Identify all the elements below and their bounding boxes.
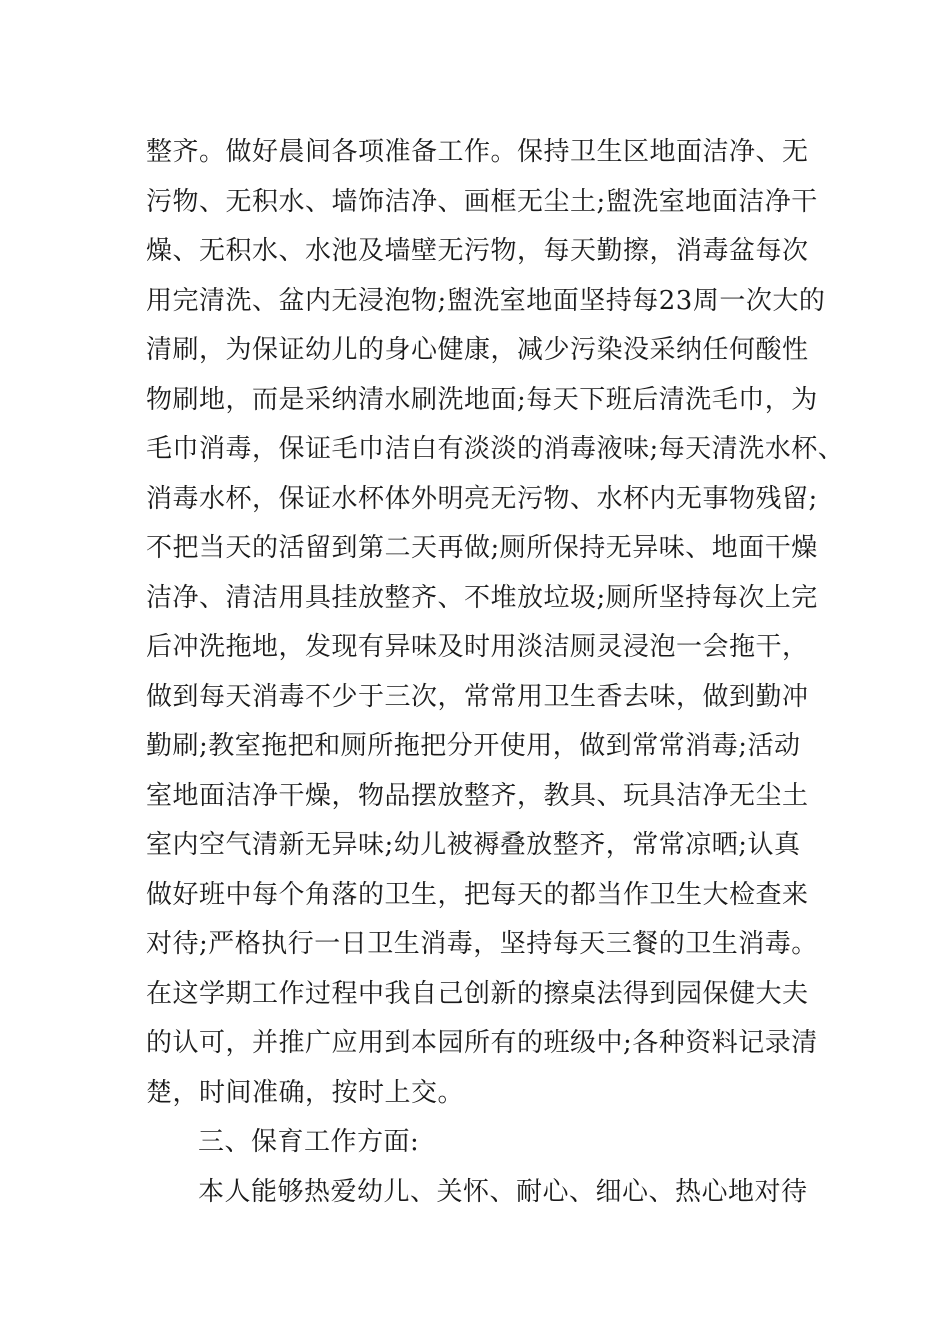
text-line: 楚，时间准确，按时上交。	[146, 1077, 465, 1108]
document-body	[146, 128, 845, 1217]
text-line: 做好班中每个角落的卫生，把每天的都当作卫生大检查来	[146, 879, 809, 910]
text-line: 的认可，并推广应用到本园所有的班级中;各种资料记录清	[146, 1028, 818, 1058]
text-line: 洁净、清洁用具挂放整齐、不堆放垃圾;厕所坚持每次上完	[146, 582, 818, 613]
text-line: 用完清洗、盆内无浸泡物;盥洗室地面坚持每23周一次大的	[146, 285, 826, 316]
text-line: 毛巾消毒，保证毛巾洁白有淡淡的消毒液味;每天清洗水杯、	[146, 434, 845, 464]
text-line: 整齐。做好晨间各项准备工作。保持卫生区地面洁净、无	[146, 137, 809, 167]
text-line: 在这学期工作过程中我自己创新的擦桌法得到园保健大夫	[146, 978, 809, 1009]
text-line: 室内空气清新无异味;幼儿被褥叠放整齐，常常凉晒;认真	[146, 830, 801, 860]
text-line: 室地面洁净干燥，物品摆放整齐，教具、玩具洁净无尘土	[146, 780, 809, 811]
text-line: 对待;严格执行一日卫生消毒，坚持每天三餐的卫生消毒。	[146, 929, 818, 959]
paragraph-start-line: 本人能够热爱幼儿、关怀、耐心、细心、热心地对待	[198, 1176, 808, 1207]
text-line: 勤刷;教室拖把和厕所拖把分开使用，做到常常消毒;活动	[146, 731, 801, 761]
text-line: 清刷，为保证幼儿的身心健康，减少污染没采纳任何酸性	[146, 335, 809, 365]
text-line: 燥、无积水、水池及墙壁无污物，每天勤擦，消毒盆每次	[146, 236, 809, 266]
text-line: 污物、无积水、墙饰洁净、画框无尘土;盥洗室地面洁净干	[146, 186, 818, 217]
text-line: 物刷地，而是采纳清水刷洗地面;每天下班后清洗毛巾，为	[146, 384, 818, 415]
text-line: 消毒水杯，保证水杯体外明亮无污物、水杯内无事物残留;	[146, 483, 818, 514]
section-heading: 三、保育工作方面:	[198, 1127, 420, 1157]
text-line: 后冲洗拖地，发现有异味及时用淡洁厕灵浸泡一会拖干，	[146, 632, 809, 662]
text-line: 不把当天的活留到第二天再做;厕所保持无异味、地面干燥	[146, 533, 818, 563]
text-line: 做到每天消毒不少于三次，常常用卫生香去味，做到勤冲	[146, 681, 809, 712]
